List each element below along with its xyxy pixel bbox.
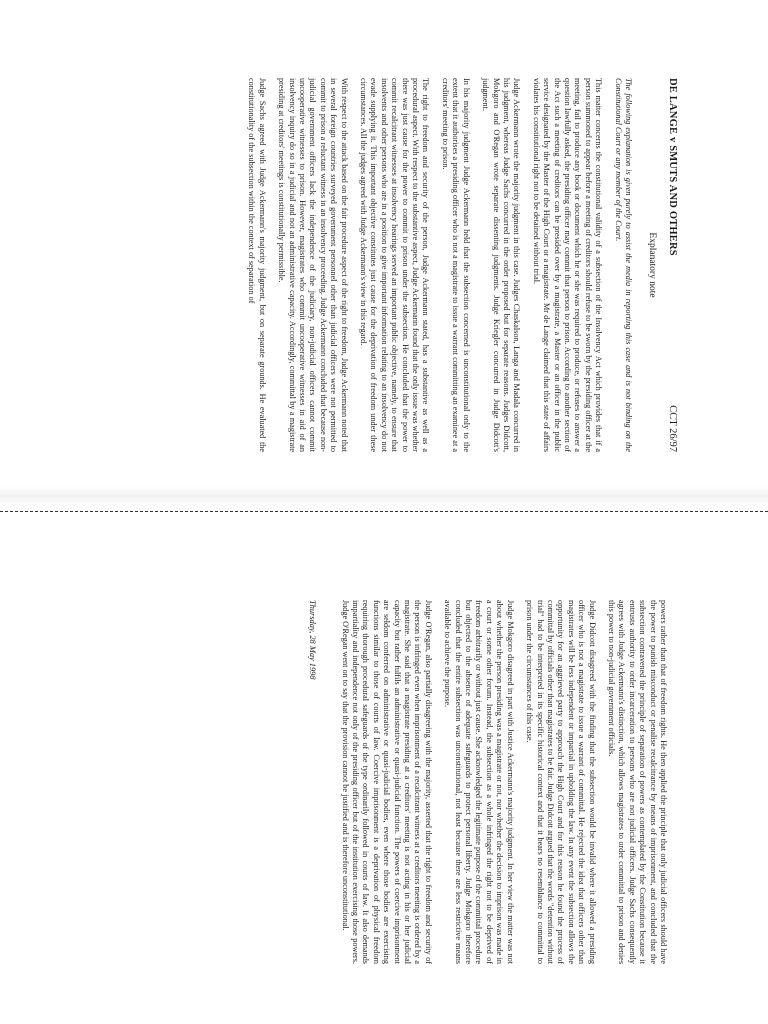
- body-paragraph: Judge Ackermann wrote the majority judgment in this case. Judges Chaskalson, Langa and Madala concurred in his judgment, whereas Judge Sachs concurred in the order proposed but for separate reasons. Judges Didcott, Mokgoro and O'Regan wrote separate dissenting judgments. Judge Kriegler concurred in Judge Didcott's judgment.: [481, 78, 522, 452]
- document-header: [667, 78, 678, 452]
- page-right-column: [0, 512, 768, 1024]
- case-title: DE LANGE v SMUTS AND OTHERS: [667, 78, 678, 256]
- body-paragraph: powers rather than that of freedom rights. He then applied the principle that only judicial officers should have the power to punish misconduct or penalise recalcitrance by means of imprisonment, and concluded that the subsection contravened the principle of separation of powers as contemplated by the Constitution because it entrusts authority to order incarceration to persons who are not judicial officers. Judge Sachs consequently agrees with Judge Ackermann's distinction, which allows magistrates to order committal to prison and denies this power to non-judicial government officials.: [606, 600, 668, 964]
- body-paragraph: The right to freedom and security of the person, Judge Ackermann stated, has a substantive as well as a procedural aspect. With respect to the substantive aspect, Judge Ackermann found that the only issue was whether there was just cause for the power to commit to prison under the subsection. He concluded that the power to commit recalcitrant witnesses at insolvency hearings served an important public objective, namely, to ensure that insolvents and other persons who are in a position to give important information relating to an insolvency do not evade supplying it. This important objective constitutes just cause for the deprivation of freedom under these circumstances. All the judges agreed with Judge Ackermann's view in this regard.: [359, 78, 431, 452]
- body-paragraph: This matter concerns the constitutional validity of a subsection of the Insolvency Act which provides that if a person summoned to appear before a meeting of creditors should refuse to be sworn by the presiding officer at the meeting, fail to produce any book or document which he or she was required to produce, or refuses to answer a question lawfully asked, the presiding officer may commit that person to prison. According to another section of the Act such a meeting of creditors can be presided over by a magistrate, a Master or an officer in the public service designated by the Master of the High Court or a magistrate. Mr de Lange claimed that this state of affairs violates his constitutional right not to be detained without trial.: [531, 78, 604, 452]
- case-number: CCT 26/97: [667, 405, 678, 452]
- explanatory-note-heading: Explanatory note: [647, 232, 657, 298]
- body-paragraph: Judge Didcott disagreed with the finding that the subsection would be invalid where it allowed a presiding officer who is not a magistrate to issue a warrant of committal. He rejected the idea that officers other than magistrates will be less independent or impartial in upholding the law. In any event the subsection allows the opportunity for an aggrieved party to approach the High Court and for this reason he found the process of committal by officials other than magistrates to be fair. Judge Didcott argued that the words "detention without trial" had to be interpreted in its specific historical context and that it bears no resemblance to committal to prison under the circumstances of this case.: [525, 600, 597, 964]
- body-paragraph: With respect to the attack based on the fair procedure aspect of the right to freedom, Judge Ackermann noted that in several foreign countries surveyed government personnel other than judicial officers were not permitted to commit to prison a reluctant witness in an insolvency proceeding. Judge Ackermann concluded that because non-judicial government officers lack the independence of the judiciary, non-judicial officers cannot commit uncooperative witnesses to prison. However, magistrates who commit uncooperative witnesses in aid of an insolvency inquiry do so in a judicial and not an administrative capacity. Accordingly, committal by a magistrate presiding at creditors' meetings is constitutionally permissible.: [277, 78, 349, 452]
- release-date: Thursday, 28 May 1998: [308, 600, 318, 680]
- body-paragraph: Judge O'Regan, also partially disagreeing with the majority, asserted that the right to freedom and security of the person is infringed even when imprisonment of a recalcitrant witness at a creditors meeting is ordered by a magistrate. She said that a magistrate presiding at a creditors' meeting is not acting in his or her judicial capacity but rather fulfils an administrative or quasi-judicial function. The powers of coercive imprisonment are seldom conferred on administrative or quasi-judicial bodies, even where those bodies are exercising functions similar to those of courts of law. Coercive imprisonment is a deprivation of physical freedom requiring thorough procedural safeguards of the type ordinarily followed in courts of law. It also demands impartiality and independence not only of the presiding officer but of the institution exercising those powers. Judge O'Regan went on to say that the provision cannot be justified and is therefore unconstitutional.: [340, 600, 433, 964]
- body-paragraph: In his majority judgment Judge Ackermann held that the subsection concerned is unconstitutional only to the extent that it authorises a presiding officer who is not a magistrate to issue a warrant committing an examinee at a creditors' meeting to prison.: [440, 78, 471, 452]
- intro-disclaimer: The following explanation is given purely to assist the media in reporting this case and is not binding on the Constitutional Court or any member of the Court.: [613, 78, 633, 452]
- body-paragraph: Judge Mokgoro disagreed in part with Justice Ackermann's majority judgment. In her view the matter was not about whether the person presiding was a magistrate or not, nor whether the decision to imprison was made in a court or some other forum. Instead, the subsection as a whole infringed the right not to be deprived of freedom arbitrarily or without just cause. She acknowledged the legitimate purpose of the committal procedure but objected to the absence of adequate safeguards to protect personal liberty. Judge Mokgoro therefore concluded that the entire subsection was unconstitutional, not least because there are less restrictive means available to achieve the purpose.: [443, 600, 515, 964]
- body-paragraph: Judge Sachs agreed with Judge Ackermann's majority judgment, but on separate grounds. He evaluated the constitutionality of the subsection within the context of separation of: [247, 78, 267, 452]
